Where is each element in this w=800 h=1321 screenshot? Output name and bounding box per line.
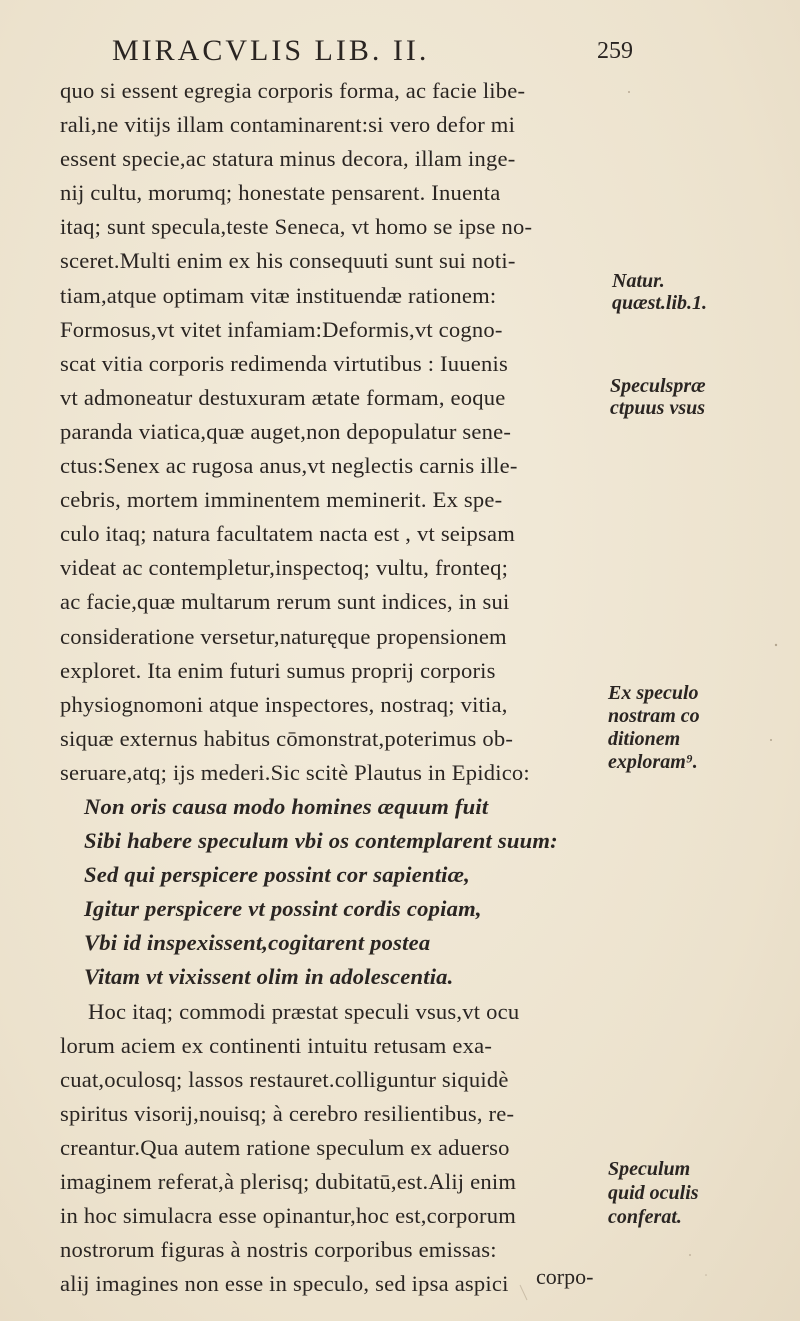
text-line: imaginem referat,à plerisq; dubitatū,est.Alij enim <box>60 1169 517 1194</box>
text-line: sceret.Multi enim ex his consequuti sunt sui noti- <box>60 248 516 274</box>
verse-line: Sed qui perspicere possint cor sapientiæ, <box>84 862 471 888</box>
text-line: physiognomoni atque inspectores, nostraq; vitia, <box>60 691 508 717</box>
text-line: essent specie,ac statura minus decora, illam inge- <box>60 146 516 172</box>
text-line: ctus:Senex ac rugosa anus,vt neglectis carnis ille- <box>60 453 518 479</box>
text-line: ac facie,quæ multarum rerum sunt indices, in sui <box>60 589 510 615</box>
text-line: tiam,atque optimam vitæ instituendæ rationem: <box>60 282 497 308</box>
text-line: paranda viatica,quæ auget,non depopulatur senе- <box>60 418 512 444</box>
text-line: Formosus,vt vitet infamiam:Deformis,vt cogno- <box>60 316 503 342</box>
verse-line: Vitam vt vixissent olim in adolescentia. <box>84 964 454 990</box>
text-line: cebris, mortem imminentem meminerit. Ex spe- <box>60 487 503 513</box>
text-line: alij imagines non esse in speculo, sed ipsa aspici <box>60 1271 509 1297</box>
text-line: Hoc itaq; commodi præstat speculi vsus,vt ocu <box>88 998 520 1024</box>
verse-line: Sibi habere speculum vbi os contemplarent suum: <box>84 828 558 854</box>
text-line: in hoc simulacra esse opinantur,hoc est,corporum <box>60 1203 517 1229</box>
text-line: culo itaq; natura facultatem nacta est , vt seipsam <box>60 521 516 547</box>
verse-line: Non oris causa modo homines æquum fuit <box>84 793 489 819</box>
text-line: spiritus visorij,nouisq; à cerebro resilientibus, re- <box>60 1100 515 1126</box>
text-line: videat ac contempletur,inspectoq; vultu, fronteq; <box>60 555 509 581</box>
text-line: siquæ externus habitus cōmonstrat,poterimus ob- <box>60 725 514 751</box>
text-line: exploret. Ita enim futuri sumus proprij corporis <box>60 657 496 683</box>
text-line: itaq; sunt specula,teste Seneca, vt homo se ipse no- <box>60 214 533 240</box>
margin-note-ex-speculo: Ex speculo nostram co ditionem exploram⁹. <box>608 682 700 773</box>
margin-note-natur: Natur. quæst.lib.1. <box>612 270 708 314</box>
page-number: 259 <box>597 38 633 64</box>
text-line: creantur.Qua autem ratione speculum ex aduerso <box>60 1134 510 1160</box>
text-line: quo si essent egregia corporis forma, ac facie libe- <box>60 78 526 103</box>
text-line: cuat,oculosq; lassos restauret.colliguntur siquidè <box>60 1066 509 1092</box>
text-line: rali,ne vitijs illam contaminarent:si vero defor mi <box>60 112 516 138</box>
verse-line: Igitur perspicere vt possint cordis copiam, <box>84 896 482 922</box>
text-line: lorum aciem ex continenti intuitu retusam exa- <box>60 1032 493 1058</box>
text-line: seruare,atq; ijs mederi.Sic scitè Plautus in Epidico: <box>60 759 530 785</box>
margin-note-speculum-oculis: Speculum quid oculis conferat. <box>608 1158 699 1228</box>
text-line: nij cultu, morumq; honestate pensarent. Inuenta <box>60 180 501 206</box>
text-line: nostrorum figuras à nostris corporibus emissas: <box>60 1237 497 1263</box>
text-line: vt admoneatur destuxuram ætate formam, eoque <box>60 384 506 410</box>
running-title: MIRACVLIS LIB. II. <box>112 34 430 67</box>
text-line: consideratione versetur,naturęque propensionem <box>60 623 507 649</box>
verse-line: Vbi id inspexissent,cogitarent postea <box>84 930 431 956</box>
catchword: corpo- <box>536 1264 594 1289</box>
text-line: scat vitia corporis redimenda virtutibus : Iuuenis <box>60 350 508 376</box>
margin-note-speculi-usus: Speculspræ ctpuus vsus <box>610 375 706 419</box>
